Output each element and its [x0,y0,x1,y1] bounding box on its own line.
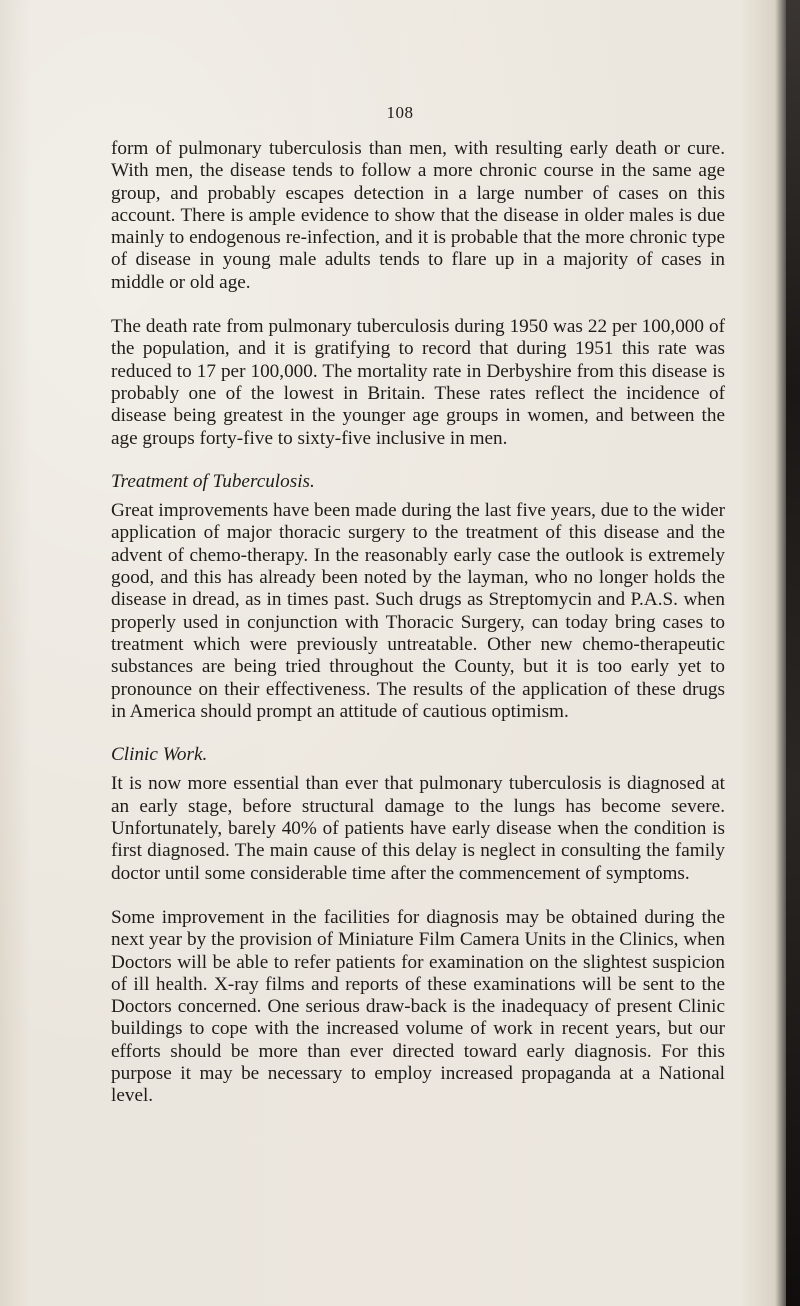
body-text [111,138,725,1130]
section-heading-treatment: Treatment of Tuberculosis. [111,470,315,492]
section-heading-clinic-work: Clinic Work. [111,744,208,766]
paragraph-clinic-work: It is now more essential than ever that pulmonary tuberculosis is diagnosed at an early stage, before structural damage to the lungs has become severe. Unfortunately, barely 40% of patients have early disease when the condition is first diagnosed. The main cause of this delay is neglect in consulting the family doctor until some considerable time after the commencement of symptoms. [111,773,725,884]
paragraph-improvement: Some improvement in the facilities for diagnosis may be obtained during the next year by the provision of Miniature Film Camera Units in the Clinics, when Doctors will be able to refer patients for examination on the slightest suspicion of ill health. X-ray films and reports of these examinations will be sent to the Doctors concerned. One serious draw-back is the inadequacy of present Clinic buildings to cope with the increased volume of work in recent years, but our efforts should be more than ever directed toward early diagnosis. For this purpose it may be necessary to employ increased propaganda at a National level. [111,906,725,1107]
paragraph-intro: form of pulmonary tuberculosis than men, with resulting early death or cure. With men, the disease tends to follow a more chronic course in the same age group, and probably escapes detection in a large number of cases on this account. There is ample evidence to show that the disease in older males is due mainly to endogenous re-infection, and it is probable that the more chronic type of disease in young male adults tends to flare up in a majority of cases in middle or old age. [111,138,725,293]
page-edge-shadow [786,0,800,1306]
paragraph-treatment: Great improvements have been made during the last five years, due to the wider application of major thoracic surgery to the treatment of this disease and the advent of chemo-therapy. In the reasonably early case the outlook is extremely good, and this has already been noted by the layman, who no longer holds the disease in dread, as in times past. Such drugs as Streptomycin and P.A.S. when properly used in conjunction with Thoracic Surgery, can today bring cases to treatment which were previously untreatable. Other new chemo-therapeutic substances are being tried throughout the County, but it is too early yet to pronounce on their effectiveness. The results of the application of these drugs in America should prompt an attitude of cautious optimism. [111,500,725,722]
page-number: 108 [386,103,414,122]
paragraph-death-rate: The death rate from pulmonary tuberculosis during 1950 was 22 per 100,000 of the population, and it is gratifying to record that during 1951 this rate was reduced to 17 per 100,000. The mortality rate in Derbyshire from this disease is probably one of the lowest in Britain. These rates reflect the incidence of disease being greatest in the younger age groups in women, and between the age groups forty-five to sixty-five inclusive in men. [111,316,725,449]
